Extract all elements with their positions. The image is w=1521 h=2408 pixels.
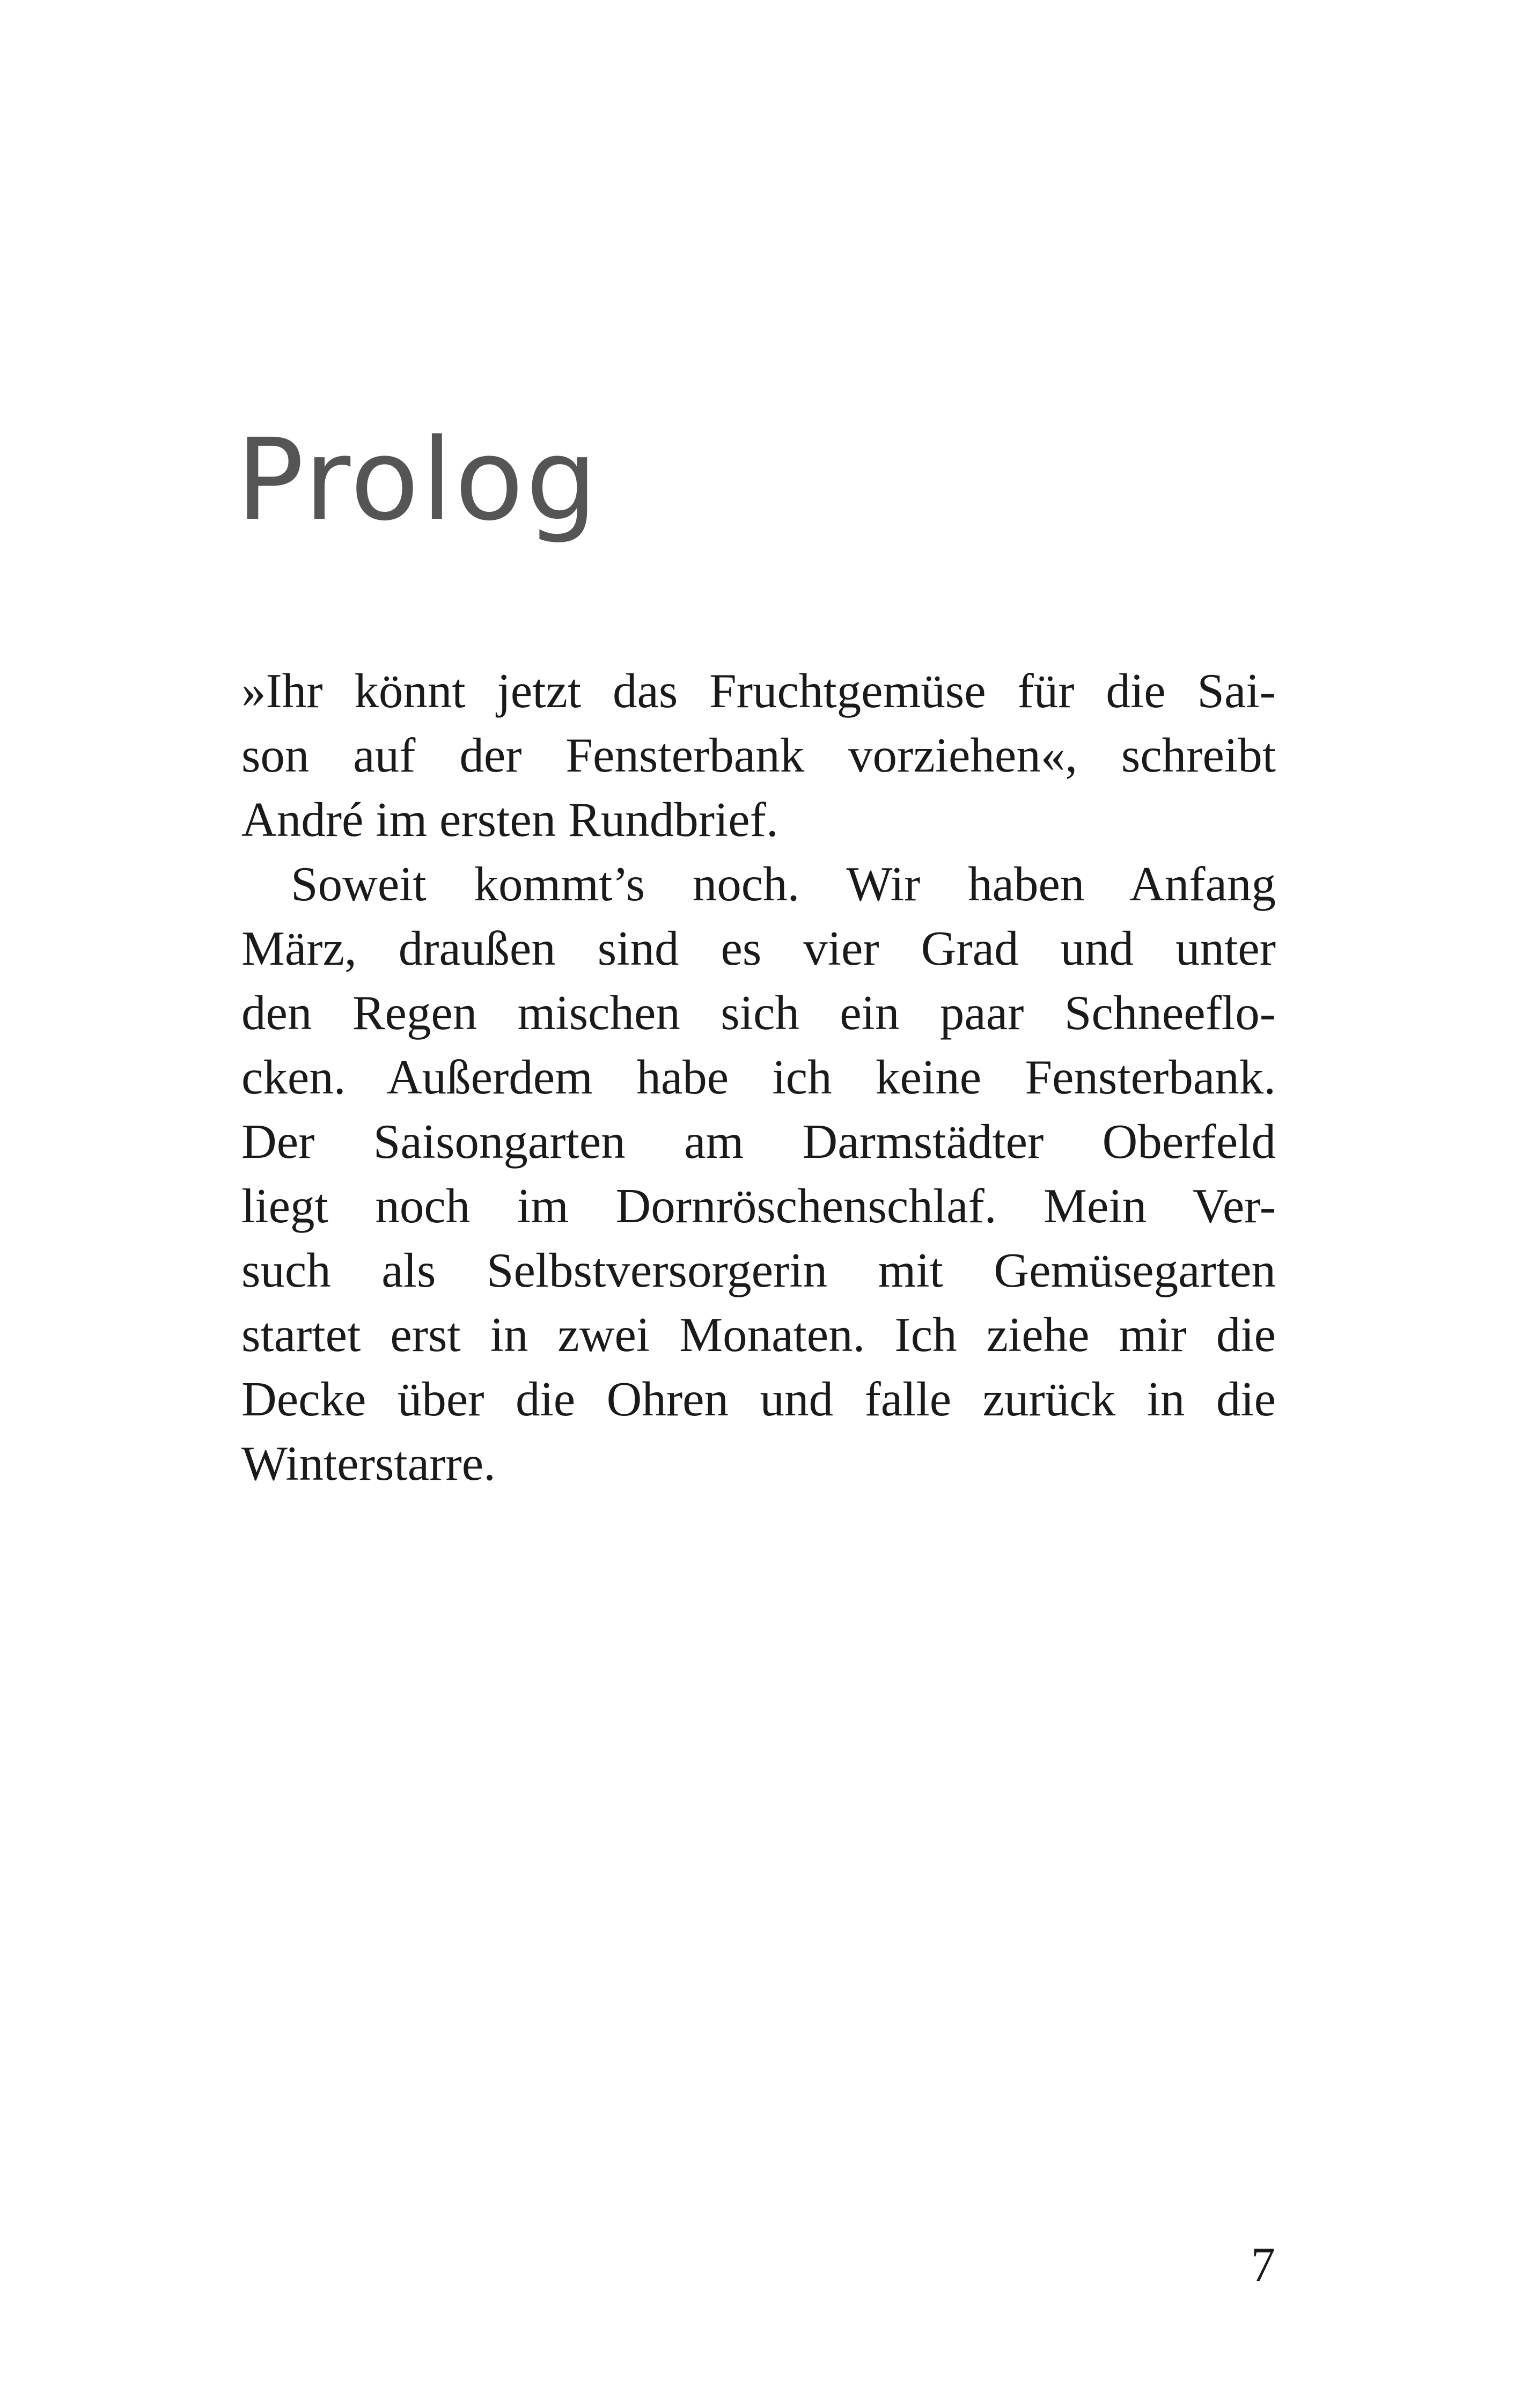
text-line: Der Saisongarten am Darmstädter Oberfeld — [241, 1114, 1276, 1169]
page-number: 7 — [1251, 2237, 1275, 2292]
text-line: März, draußen sind es vier Grad und unter — [241, 921, 1276, 975]
chapter-title: Prolog — [236, 414, 600, 546]
text-line: son auf der Fensterbank vorziehen«, schreibt — [241, 728, 1276, 782]
text-line: such als Selbstversorgerin mit Gemüsegarten — [241, 1243, 1276, 1297]
body-text — [241, 659, 1276, 1496]
text-line: Winterstarre. — [241, 1436, 496, 1491]
text-line: Soweit kommt’s noch. Wir haben Anfang — [291, 857, 1276, 911]
paragraph-2 — [241, 852, 1276, 1496]
text-line: Decke über die Ohren und falle zurück in die — [241, 1372, 1276, 1426]
text-line: André im ersten Rundbrief. — [241, 792, 778, 847]
text-line: cken. Außerdem habe ich keine Fensterbank. — [241, 1050, 1276, 1104]
text-line: startet erst in zwei Monaten. Ich ziehe mir die — [241, 1308, 1276, 1362]
text-line: liegt noch im Dornröschenschlaf. Mein Ver- — [241, 1179, 1276, 1233]
text-line: »Ihr könnt jetzt das Fruchtgemüse für die Sai- — [241, 664, 1276, 718]
text-line: den Regen mischen sich ein paar Schneeflo- — [241, 986, 1276, 1040]
paragraph-1 — [241, 659, 1276, 852]
